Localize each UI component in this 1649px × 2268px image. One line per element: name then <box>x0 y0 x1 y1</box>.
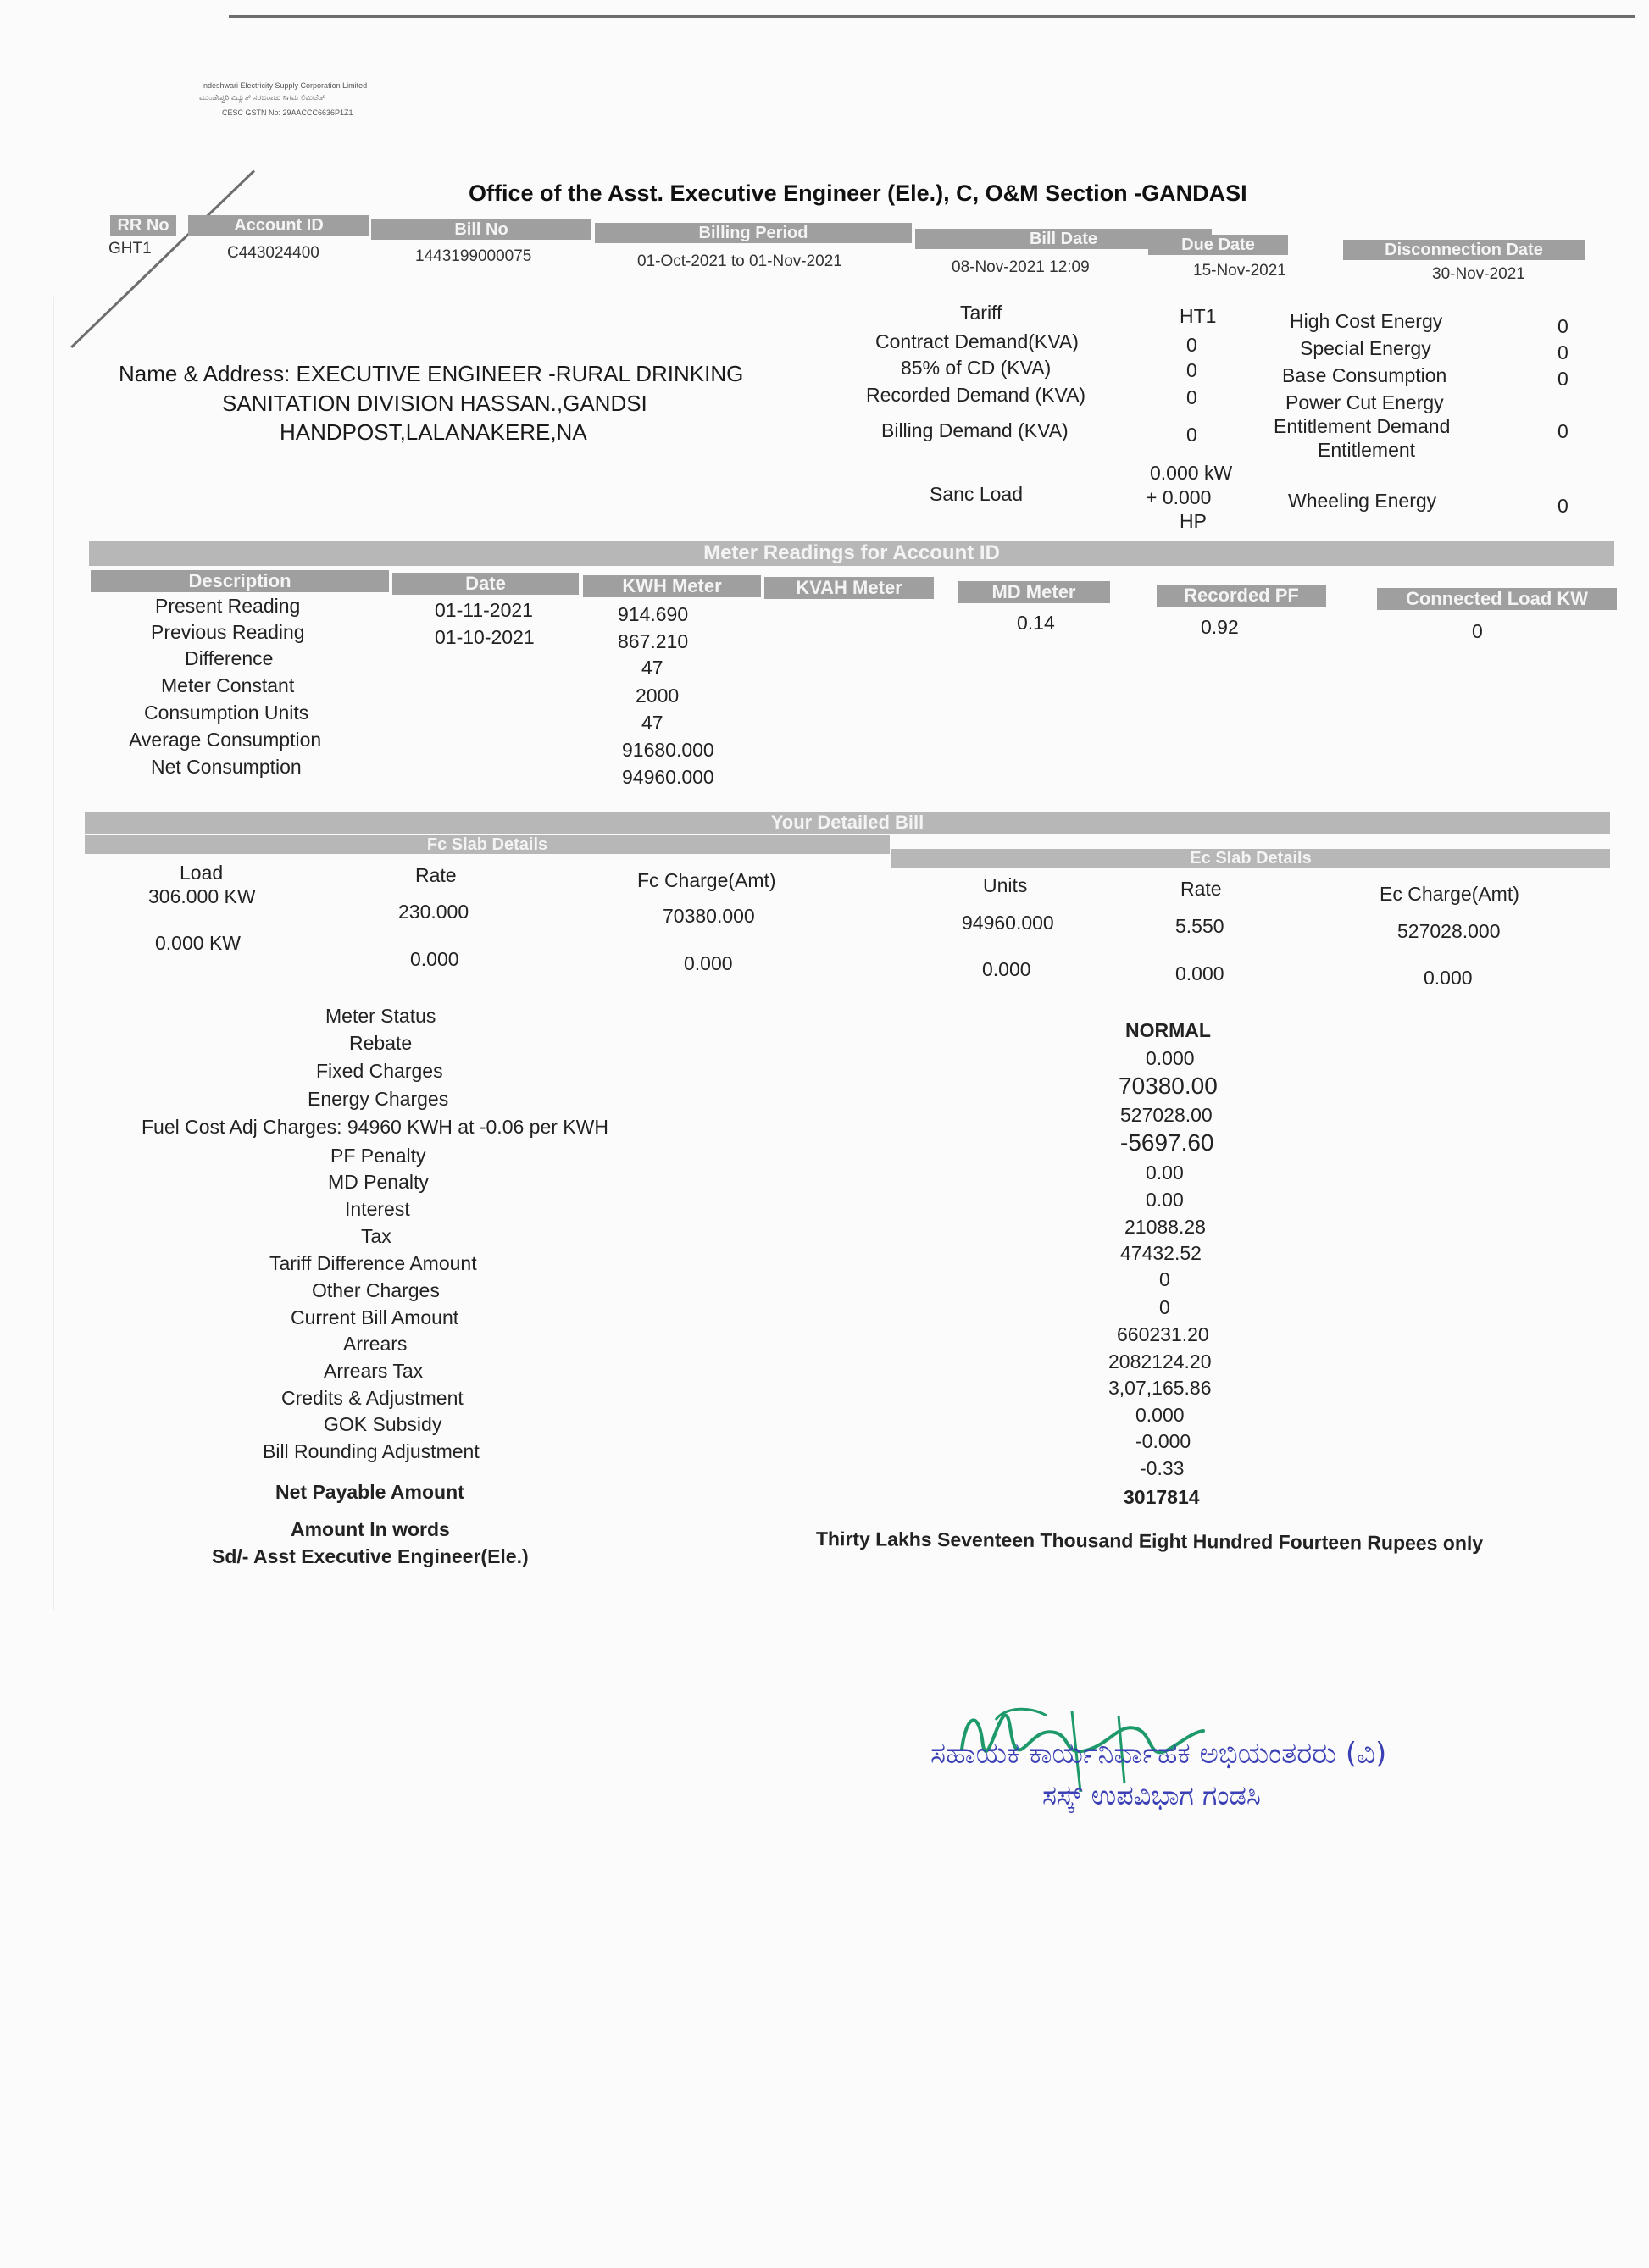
fc-load: 0.000 KW <box>155 932 241 954</box>
power-cut-energy-label: Power Cut Energy <box>1285 391 1444 413</box>
disconnection-date-value: 30-Nov-2021 <box>1432 265 1525 283</box>
entitlement-demand-label: Entitlement Demand <box>1274 415 1451 437</box>
bill-no-value: 1443199000075 <box>415 247 532 265</box>
header-account-id: Account ID <box>188 215 369 236</box>
charge-label: Current Bill Amount <box>291 1306 459 1328</box>
amount-words-value: Thirty Lakhs Seventeen Thousand Eight Hundred Fourteen Rupees only <box>815 1528 1484 1555</box>
name-address-line2: SANITATION DIVISION HASSAN.,GANDSI <box>222 391 647 416</box>
charge-value: 660231.20 <box>1117 1323 1209 1345</box>
base-consumption-label: Base Consumption <box>1282 364 1447 386</box>
kwh-value: 91680.000 <box>622 739 714 761</box>
fc-header-load: Load <box>180 862 224 884</box>
wheeling-energy-label: Wheeling Energy <box>1288 490 1437 512</box>
charge-label: Interest <box>345 1198 410 1220</box>
charge-value: 0.00 <box>1146 1189 1184 1211</box>
charge-value: 527028.00 <box>1120 1104 1213 1126</box>
amount-words-label: Amount In words <box>291 1518 450 1540</box>
ec-amt: 0.000 <box>1424 967 1473 989</box>
due-date-value: 15-Nov-2021 <box>1193 262 1286 280</box>
meter-row-desc: Meter Constant <box>161 674 295 696</box>
charge-label: Tax <box>361 1225 391 1247</box>
kwh-value: 47 <box>641 657 663 679</box>
charge-value: -0.33 <box>1140 1457 1185 1479</box>
charge-label: Credits & Adjustment <box>281 1387 464 1409</box>
fc-amt: 0.000 <box>684 952 733 974</box>
base-consumption-value: 0 <box>1557 368 1568 390</box>
charge-label: Fixed Charges <box>316 1060 443 1082</box>
ec-units: 94960.000 <box>962 912 1054 934</box>
cd85-label: 85% of CD (KVA) <box>901 357 1052 379</box>
charge-label: PF Penalty <box>330 1145 426 1167</box>
stamp-line2: ಸಸ್ಕ್ ಉಪವಿಭಾಗ ಗಂಡಸಿ <box>1042 1779 1261 1811</box>
charge-value: 0.000 <box>1135 1404 1185 1426</box>
charge-value: -0.000 <box>1135 1430 1191 1452</box>
meter-status-value: NORMAL <box>1125 1019 1211 1041</box>
entitlement-label: Entitlement <box>1318 439 1416 461</box>
meter-row-desc: Present Reading <box>155 595 301 617</box>
bill-date-value: 08-Nov-2021 12:09 <box>952 258 1090 276</box>
billing-period-value: 01-Oct-2021 to 01-Nov-2021 <box>637 252 842 270</box>
meter-row-desc: Net Consumption <box>151 756 302 778</box>
header-bill-no: Bill No <box>371 219 591 240</box>
cd85-value: 0 <box>1186 359 1197 381</box>
signatory-label: Sd/- Asst Executive Engineer(Ele.) <box>212 1545 529 1567</box>
recorded-pf-value: 0.92 <box>1201 616 1239 638</box>
contract-demand-label: Contract Demand(KVA) <box>875 330 1079 352</box>
meter-section-title: Meter Readings for Account ID <box>89 541 1614 566</box>
charge-value: 0 <box>1159 1296 1170 1318</box>
ec-header-units: Units <box>983 874 1028 896</box>
recorded-demand-label: Recorded Demand (KVA) <box>866 384 1086 406</box>
charge-label: Arrears <box>343 1333 408 1355</box>
entitlement-demand-value: 0 <box>1557 420 1568 442</box>
recorded-demand-value: 0 <box>1186 386 1197 408</box>
charge-label: Bill Rounding Adjustment <box>263 1440 480 1462</box>
kwh-value: 47 <box>641 712 663 734</box>
company-name: ndeshwari Electricity Supply Corporation Limited <box>203 81 368 90</box>
header-disconnection-date: Disconnection Date <box>1343 240 1585 260</box>
special-energy-value: 0 <box>1557 341 1568 363</box>
charge-value: 70380.00 <box>1119 1073 1218 1099</box>
tariff-label: Tariff <box>960 302 1002 324</box>
charge-label: Energy Charges <box>308 1088 449 1110</box>
charge-value: -5697.60 <box>1120 1129 1214 1156</box>
name-address-line3: HANDPOST,LALANAKERE,NA <box>280 419 587 445</box>
present-reading-date: 01-11-2021 <box>435 599 533 621</box>
fc-slab-title: Fc Slab Details <box>85 835 890 854</box>
high-cost-energy-label: High Cost Energy <box>1290 310 1443 332</box>
ec-rate: 0.000 <box>1175 962 1224 984</box>
special-energy-label: Special Energy <box>1300 337 1431 359</box>
stamp-line1: ಸಹಾಯಕ ಕಾರ್ಯನಿರ್ವಾಹಕ ಅಭಿಯಂತರರು (ವಿ) <box>930 1737 1387 1771</box>
ec-slab-title: Ec Slab Details <box>891 849 1610 868</box>
charge-value: 0.000 <box>1146 1047 1195 1069</box>
office-title: Office of the Asst. Executive Engineer (Ele.), C, O&M Section -GANDASI <box>469 180 1247 206</box>
high-cost-energy-value: 0 <box>1557 315 1568 337</box>
meter-header-description: Description <box>91 570 389 592</box>
charge-label: Meter Status <box>325 1005 436 1027</box>
meter-header-kwh: KWH Meter <box>583 575 761 597</box>
charge-label: Rebate <box>349 1032 413 1054</box>
billing-demand-label: Billing Demand (KVA) <box>881 419 1069 441</box>
charge-value: 0 <box>1159 1268 1170 1290</box>
charge-label: Fuel Cost Adj Charges: 94960 KWH at -0.06 per KWH <box>142 1116 608 1138</box>
net-payable-value: 3017814 <box>1124 1486 1200 1508</box>
charge-label: Tariff Difference Amount <box>269 1252 477 1274</box>
sanc-load-label: Sanc Load <box>930 483 1023 505</box>
gstn-number: CESC GSTN No: 29AACCC6636P1Z1 <box>222 108 353 117</box>
connected-load-value: 0 <box>1472 620 1483 642</box>
charge-value: 2082124.20 <box>1108 1350 1212 1372</box>
kwh-value: 94960.000 <box>622 766 714 788</box>
meter-header-date: Date <box>392 573 579 595</box>
wheeling-energy-value: 0 <box>1557 495 1568 517</box>
charge-label: Arrears Tax <box>324 1360 424 1382</box>
rr-no-value: GHT1 <box>108 240 152 258</box>
contract-demand-value: 0 <box>1186 334 1197 356</box>
fc-header-amt: Fc Charge(Amt) <box>637 869 776 891</box>
sanc-load-hp-unit: HP <box>1180 510 1207 532</box>
tariff-value: HT1 <box>1180 305 1217 327</box>
charge-value: 3,07,165.86 <box>1108 1377 1212 1399</box>
header-bill-date: Bill Date <box>915 229 1212 249</box>
kwh-value: 867.210 <box>618 630 689 652</box>
meter-row-desc: Previous Reading <box>151 621 305 643</box>
net-payable-label: Net Payable Amount <box>275 1481 464 1503</box>
meter-row-desc: Difference <box>185 647 274 669</box>
md-meter-value: 0.14 <box>1017 612 1055 634</box>
kwh-value: 914.690 <box>618 603 689 625</box>
fc-load: 306.000 KW <box>148 885 256 907</box>
ec-amt: 527028.000 <box>1397 920 1501 942</box>
billing-demand-value: 0 <box>1186 424 1197 446</box>
header-rr-no: RR No <box>110 215 176 236</box>
charge-label: GOK Subsidy <box>324 1413 442 1435</box>
ec-units: 0.000 <box>982 958 1031 980</box>
kwh-value: 2000 <box>636 685 680 707</box>
scan-edge-top <box>229 15 1635 18</box>
meter-header-pf: Recorded PF <box>1157 585 1326 607</box>
meter-row-desc: Average Consumption <box>129 729 322 751</box>
meter-header-kvah: KVAH Meter <box>764 577 934 599</box>
charge-label: Other Charges <box>312 1279 440 1301</box>
account-id-value: C443024400 <box>227 244 319 262</box>
charge-value: 21088.28 <box>1124 1216 1206 1238</box>
charge-value: 0.00 <box>1146 1162 1184 1184</box>
meter-header-md: MD Meter <box>958 581 1110 603</box>
charge-label: MD Penalty <box>328 1171 429 1193</box>
ec-header-rate: Rate <box>1180 878 1222 900</box>
name-address-line1: Name & Address: EXECUTIVE ENGINEER -RURAL DRINKING <box>119 361 744 386</box>
scan-edge-left <box>53 297 54 1610</box>
header-billing-period: Billing Period <box>595 223 912 243</box>
detailed-bill-title: Your Detailed Bill <box>85 812 1610 834</box>
meter-header-connected-load: Connected Load KW <box>1377 588 1617 610</box>
charge-value: 47432.52 <box>1120 1242 1202 1264</box>
sanc-load-hp: + 0.000 <box>1146 486 1212 508</box>
header-due-date: Due Date <box>1148 235 1288 255</box>
fc-rate: 0.000 <box>410 948 459 970</box>
sanc-load-kw: 0.000 kW <box>1150 462 1233 484</box>
fc-rate: 230.000 <box>398 901 469 923</box>
fc-amt: 70380.000 <box>663 905 755 927</box>
ec-rate: 5.550 <box>1175 915 1224 937</box>
fc-header-rate: Rate <box>415 864 457 886</box>
company-name-kannada: ಮುಂಡೇಶ್ವರಿ ವಿದ್ಯುತ್ ಸರಬರಾಜು ನಿಗಮ ಲಿಮಿಟೆಡ್ <box>199 93 325 102</box>
ec-header-amt: Ec Charge(Amt) <box>1380 883 1519 905</box>
previous-reading-date: 01-10-2021 <box>435 626 535 648</box>
meter-row-desc: Consumption Units <box>144 701 309 724</box>
